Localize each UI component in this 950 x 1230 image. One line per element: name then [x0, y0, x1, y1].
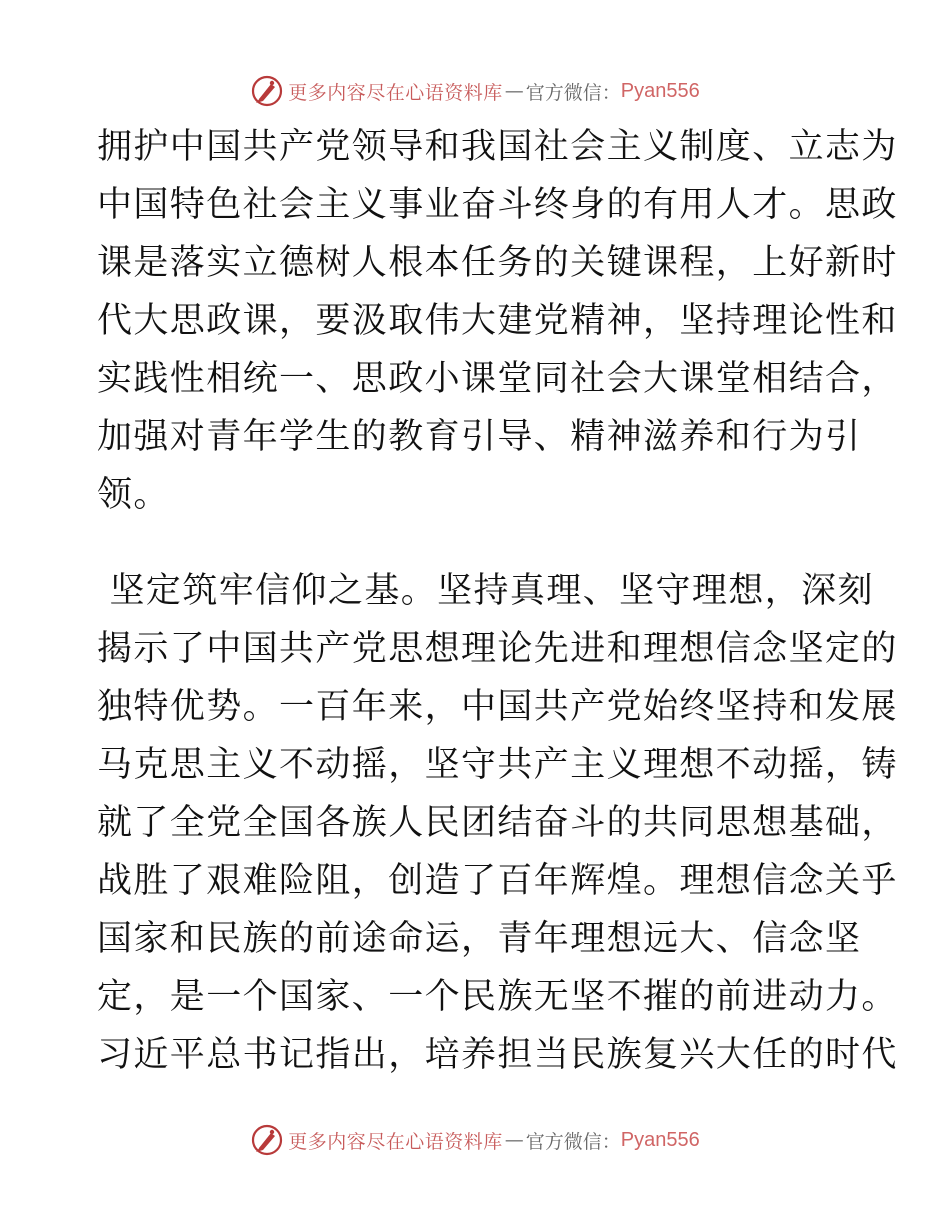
footer-watermark [0, 1120, 950, 1160]
text-line: 独特优势。一百年来，中国共产党始终坚持和发展 [97, 687, 898, 727]
paragraph [97, 562, 898, 1084]
paragraph-gap [97, 524, 853, 562]
text-line: 国家和民族的前途命运，青年理想远大、信念坚 [97, 919, 862, 959]
text-line: 战胜了艰难险阻，创造了百年辉煌。理想信念关乎 [97, 861, 898, 901]
watermark-separator: — [504, 80, 524, 102]
pen-nib-logo-icon [250, 1123, 284, 1157]
watermark-text: 更多内容尽在心语资料库 [288, 1130, 503, 1153]
watermark-separator: — [504, 1129, 524, 1151]
text-line: 拥护中国共产党领导和我国社会主义制度、立志为 [97, 127, 898, 167]
text-line: 定，是一个国家、一个民族无坚不摧的前进动力。 [97, 977, 898, 1017]
watermark-text: 更多内容尽在心语资料库 [288, 81, 503, 104]
document-body [97, 118, 898, 1084]
watermark-wechat-id: Pyan556 [620, 79, 700, 102]
text-line: 课是落实立德树人根本任务的关键课程，上好新时 [97, 243, 898, 283]
header-watermark [0, 71, 950, 111]
watermark-wechat-label: 官方微信： [525, 1130, 621, 1153]
pen-nib-logo-icon [250, 74, 284, 108]
text-line: 揭示了中国共产党思想理论先进和理想信念坚定的 [97, 629, 898, 669]
watermark-wechat-id: Pyan556 [620, 1128, 700, 1151]
text-line: 马克思主义不动摇，坚守共产主义理想不动摇，铸 [97, 745, 898, 785]
watermark-wechat-label: 官方微信： [525, 81, 621, 104]
text-line: 坚定筑牢信仰之基。坚持真理、坚守理想，深刻 [97, 571, 874, 611]
text-line: 代大思政课，要汲取伟大建党精神，坚持理论性和 [97, 301, 898, 341]
text-line: 就了全党全国各族人民团结奋斗的共同思想基础， [97, 803, 898, 843]
text-line: 加强对青年学生的教育引导、精神滋养和行为引 [97, 417, 862, 457]
text-line: 实践性相统一、思政小课堂同社会大课堂相结合， [97, 359, 898, 399]
paragraph [97, 118, 898, 524]
text-line: 中国特色社会主义事业奋斗终身的有用人才。思政 [97, 185, 898, 225]
text-line: 习近平总书记指出，培养担当民族复兴大任的时代 [97, 1035, 898, 1075]
text-line: 领。 [97, 475, 170, 515]
